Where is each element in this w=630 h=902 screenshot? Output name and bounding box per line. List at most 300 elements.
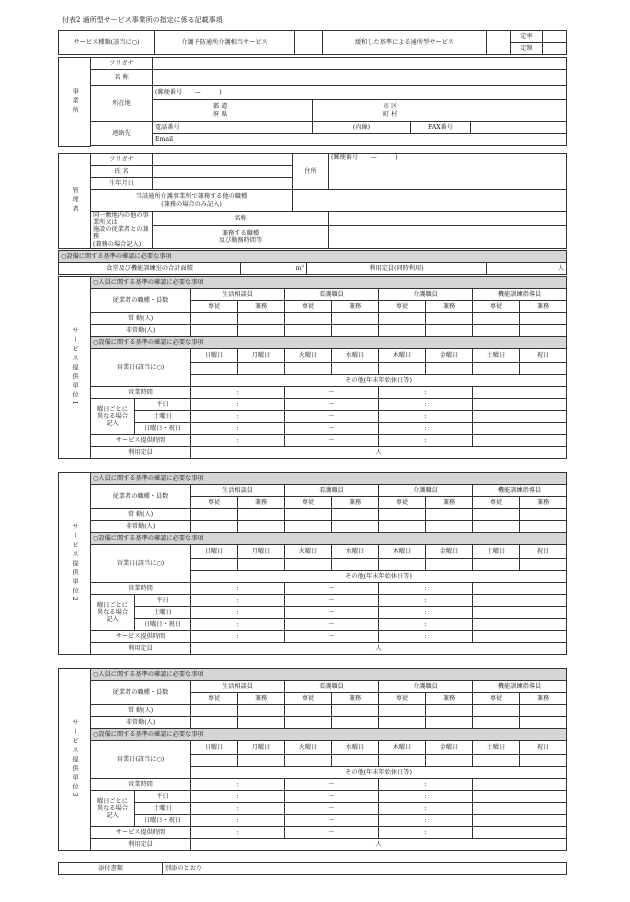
day-2: 火曜日 xyxy=(285,741,332,755)
service-unit-2 xyxy=(58,472,567,655)
office-name-label: 名 称 xyxy=(91,70,153,86)
manager-other-job-field[interactable] xyxy=(293,190,567,212)
jokin-field[interactable] xyxy=(473,313,520,325)
tilde: ～ xyxy=(285,423,379,435)
jokin-field[interactable] xyxy=(473,509,520,521)
office-section: 事業所 xyxy=(59,58,91,147)
tilde: ～ xyxy=(285,619,379,631)
time-blank[interactable] xyxy=(473,583,567,595)
site-name-label: 名称 xyxy=(153,212,329,226)
hijokin-label: 非常勤(人) xyxy=(91,717,191,729)
hijokin-field[interactable] xyxy=(426,521,473,533)
end-colon[interactable]: : xyxy=(379,423,473,435)
manager-other-site-label: 同一敷地内の他の事業所又は 施設の従業者との兼務 (兼務の場合記入) xyxy=(91,212,153,249)
ken-label: 兼務 xyxy=(238,301,285,313)
time-blank[interactable] xyxy=(473,399,567,411)
role-3: 機能訓練指導員 xyxy=(473,485,567,497)
day-2: 火曜日 xyxy=(285,545,332,559)
ken-label: 兼務 xyxy=(520,693,567,705)
days-label: 営業日(該当に○) xyxy=(91,741,191,779)
hijokin-field[interactable] xyxy=(285,325,332,337)
jokin-field[interactable] xyxy=(191,313,238,325)
time-blank[interactable] xyxy=(473,827,567,839)
sunhol-label: 日曜日・祝日 xyxy=(135,815,191,827)
end-colon[interactable]: : xyxy=(379,387,473,399)
hijokin-field[interactable] xyxy=(191,521,238,533)
hijokin-field[interactable] xyxy=(473,521,520,533)
hijokin-field[interactable] xyxy=(285,521,332,533)
hijokin-field[interactable] xyxy=(379,325,426,337)
office-tel[interactable]: 電話番号 xyxy=(153,122,313,134)
equip-section: ○設備に関する基準の確認に必要な事項 xyxy=(91,729,567,741)
equip-section: ○設備に関する基準の確認に必要な事項 xyxy=(91,533,567,545)
unit-capacity-label: 利用定員 xyxy=(91,839,191,851)
hijokin-label: 非常勤(人) xyxy=(91,521,191,533)
role-0: 生活相談員 xyxy=(191,289,285,301)
manager-birth-label: 生年月日 xyxy=(91,178,153,190)
staff-section: ○人員に関する基準の確認に必要な事項 xyxy=(91,669,567,681)
hijokin-field[interactable] xyxy=(191,717,238,729)
jokin-field[interactable] xyxy=(332,705,379,717)
tilde: ～ xyxy=(285,411,379,423)
day-check[interactable] xyxy=(473,559,520,571)
site-name-field[interactable] xyxy=(329,212,567,226)
hijokin-label: 非常勤(人) xyxy=(91,325,191,337)
people-unit: 人 xyxy=(557,264,565,272)
hijokin-field[interactable] xyxy=(238,717,285,729)
day-check[interactable] xyxy=(473,363,520,375)
day-4: 木曜日 xyxy=(379,545,426,559)
time-blank[interactable] xyxy=(473,595,567,607)
facility-area-field[interactable] xyxy=(241,263,307,275)
day-7: 祝日 xyxy=(520,545,567,559)
sat-label: 土曜日 xyxy=(135,411,191,423)
day-6: 土曜日 xyxy=(473,741,520,755)
start-colon[interactable]: : xyxy=(191,631,285,643)
start-colon[interactable]: : xyxy=(191,791,285,803)
time-blank[interactable] xyxy=(473,815,567,827)
jokin-field[interactable] xyxy=(520,313,567,325)
service-type-2-check[interactable] xyxy=(487,31,511,55)
jokin-field[interactable] xyxy=(238,313,285,325)
time-blank[interactable] xyxy=(473,619,567,631)
office-furigana-label: フリガナ xyxy=(91,58,153,70)
office-email[interactable]: Email xyxy=(153,134,567,146)
manager-furigana-label: フリガナ xyxy=(91,154,153,166)
role-0: 生活相談員 xyxy=(191,681,285,693)
day-1: 月曜日 xyxy=(238,741,285,755)
day-check[interactable] xyxy=(520,363,567,375)
jokin-field[interactable] xyxy=(426,313,473,325)
day-1: 月曜日 xyxy=(238,349,285,363)
jokin-field[interactable] xyxy=(285,313,332,325)
weekday-label: 平日 xyxy=(135,399,191,411)
ken-label: 兼務 xyxy=(332,497,379,509)
day-check[interactable] xyxy=(426,559,473,571)
day-check[interactable] xyxy=(379,363,426,375)
sat-label: 土曜日 xyxy=(135,803,191,815)
office-name-field[interactable] xyxy=(153,70,567,86)
end-colon[interactable]: : xyxy=(379,631,473,643)
day-check[interactable] xyxy=(473,755,520,767)
office-furigana-field[interactable] xyxy=(153,58,567,70)
role-0: 生活相談員 xyxy=(191,485,285,497)
ken-label: 兼務 xyxy=(520,497,567,509)
teigaku-label: 定額 xyxy=(511,43,543,55)
time-blank[interactable] xyxy=(473,779,567,791)
hijokin-field[interactable] xyxy=(379,717,426,729)
sunhol-label: 日曜日・祝日 xyxy=(135,619,191,631)
hijokin-field[interactable] xyxy=(285,717,332,729)
start-colon[interactable]: : xyxy=(191,779,285,791)
office-fax-field[interactable] xyxy=(471,122,567,134)
end-colon[interactable]: : xyxy=(379,435,473,447)
day-check[interactable] xyxy=(520,755,567,767)
time-blank[interactable] xyxy=(473,791,567,803)
tilde: ～ xyxy=(285,791,379,803)
manager-section: 管理者 xyxy=(59,154,91,249)
jokin-field[interactable] xyxy=(473,705,520,717)
day-check[interactable] xyxy=(379,755,426,767)
attach-label: 添付書類 xyxy=(59,863,163,875)
tilde: ～ xyxy=(285,387,379,399)
service-unit-1 xyxy=(58,276,567,459)
byday-label: 曜日ごとに 異なる場合 記入 xyxy=(91,595,135,631)
start-colon[interactable]: : xyxy=(191,803,285,815)
site-job-label: 兼務する職種 及び勤務時間等 xyxy=(153,225,329,248)
start-colon[interactable]: : xyxy=(191,607,285,619)
end-colon[interactable]: : xyxy=(379,583,473,595)
jokin-field[interactable] xyxy=(238,509,285,521)
ken-label: 兼務 xyxy=(332,693,379,705)
day-check[interactable] xyxy=(191,755,238,767)
days-label: 営業日(該当に○) xyxy=(91,349,191,387)
jokin-field[interactable] xyxy=(191,509,238,521)
tilde: ～ xyxy=(285,583,379,595)
service-type-table xyxy=(58,30,567,55)
office-postal[interactable]: (郵便番号 — ) xyxy=(153,86,567,100)
other-days[interactable]: その他(年末年始休日等) xyxy=(191,571,567,583)
office-table xyxy=(58,57,567,147)
day-check[interactable] xyxy=(520,559,567,571)
manager-furigana-field[interactable] xyxy=(153,154,293,166)
service-hours-label: サービス提供時間 xyxy=(91,435,191,447)
start-colon[interactable]: : xyxy=(191,435,285,447)
day-2: 火曜日 xyxy=(285,349,332,363)
byday-label: 曜日ごとに 異なる場合 記入 xyxy=(91,791,135,827)
jokin-field[interactable] xyxy=(379,313,426,325)
jokin-field[interactable] xyxy=(520,509,567,521)
hours-label: 営業時間 xyxy=(91,779,191,791)
site-job-field[interactable] xyxy=(329,225,567,248)
hijokin-field[interactable] xyxy=(191,325,238,337)
manager-other-job-label: 当該通所介護事業所で兼務する他の職種 (兼務の場合のみ記入) xyxy=(91,190,293,212)
day-check[interactable] xyxy=(426,755,473,767)
day-6: 土曜日 xyxy=(473,349,520,363)
tilde: ～ xyxy=(285,399,379,411)
end-colon[interactable]: : xyxy=(379,411,473,423)
unit-label: サービス提供単位1 xyxy=(59,277,91,459)
jokin-field[interactable] xyxy=(379,509,426,521)
facility-area-label: 食堂及び機能訓練室の合計面積 xyxy=(59,263,241,275)
hijokin-field[interactable] xyxy=(520,717,567,729)
service-type-2: 緩和した基準による通所型サービス xyxy=(323,31,487,55)
other-days[interactable]: その他(年末年始休日等) xyxy=(191,375,567,387)
tilde: ～ xyxy=(285,815,379,827)
jokin-field[interactable] xyxy=(332,313,379,325)
role-2: 介護職員 xyxy=(379,289,473,301)
facility-section: ○設備に関する基準の確認に必要な事項 xyxy=(59,251,567,263)
weekday-label: 平日 xyxy=(135,595,191,607)
service-type-1: 介護予防通所介護相当サービス xyxy=(155,31,295,55)
office-fax-label: FAX番号 xyxy=(411,122,471,134)
service-type-1-check[interactable] xyxy=(295,31,323,55)
sen-label: 専従 xyxy=(191,301,238,313)
jokin-label: 常 勤(人) xyxy=(91,509,191,521)
unit-capacity-field[interactable]: 人 xyxy=(191,839,567,851)
role-1: 看護職員 xyxy=(285,485,379,497)
jokin-field[interactable] xyxy=(379,705,426,717)
start-colon[interactable]: : xyxy=(191,399,285,411)
sen-label: 専従 xyxy=(379,693,426,705)
end-colon[interactable]: : xyxy=(379,619,473,631)
unit-label: サービス提供単位3 xyxy=(59,669,91,851)
time-blank[interactable] xyxy=(473,411,567,423)
role-2: 介護職員 xyxy=(379,681,473,693)
sen-label: 専従 xyxy=(473,693,520,705)
start-colon[interactable]: : xyxy=(191,583,285,595)
ken-label: 兼務 xyxy=(426,693,473,705)
start-colon[interactable]: : xyxy=(191,815,285,827)
fuken-label: 府 県 xyxy=(213,110,228,118)
office-contact-label: 連絡先 xyxy=(91,122,153,146)
start-colon[interactable]: : xyxy=(191,387,285,399)
facility-capacity-label: 利用定員(同時利用) xyxy=(307,263,487,275)
staff-label: 従業者の職種・員数 xyxy=(91,681,191,705)
role-3: 機能訓練指導員 xyxy=(473,681,567,693)
role-2: 介護職員 xyxy=(379,485,473,497)
facility-capacity-field[interactable] xyxy=(487,263,567,275)
hijokin-field[interactable] xyxy=(332,521,379,533)
chouson-label: 町 村 xyxy=(383,110,398,118)
manager-address-label: 住所 xyxy=(293,154,329,190)
start-colon[interactable]: : xyxy=(191,411,285,423)
days-label: 営業日(該当に○) xyxy=(91,545,191,583)
day-5: 金曜日 xyxy=(426,741,473,755)
end-colon[interactable]: : xyxy=(379,827,473,839)
day-0: 日曜日 xyxy=(191,741,238,755)
tilde: ～ xyxy=(285,803,379,815)
todo-label: 都 道 xyxy=(213,103,228,111)
hijokin-field[interactable] xyxy=(426,325,473,337)
time-blank[interactable] xyxy=(473,387,567,399)
weekday-label: 平日 xyxy=(135,791,191,803)
office-shikuchouson xyxy=(313,100,567,122)
unit-capacity-label: 利用定員 xyxy=(91,643,191,655)
service-hours-label: サービス提供時間 xyxy=(91,827,191,839)
service-unit-3 xyxy=(58,668,567,851)
jokin-field[interactable] xyxy=(285,705,332,717)
end-colon[interactable]: : xyxy=(379,607,473,619)
unit-capacity-label: 利用定員 xyxy=(91,447,191,459)
day-check[interactable] xyxy=(379,559,426,571)
other-days[interactable]: その他(年末年始休日等) xyxy=(191,767,567,779)
jokin-field[interactable] xyxy=(191,705,238,717)
role-1: 看護職員 xyxy=(285,681,379,693)
teiritsu-check[interactable] xyxy=(543,31,567,43)
day-3: 水曜日 xyxy=(332,741,379,755)
tilde: ～ xyxy=(285,631,379,643)
time-blank[interactable] xyxy=(473,435,567,447)
sen-label: 専従 xyxy=(285,693,332,705)
staff-label: 従業者の職種・員数 xyxy=(91,485,191,509)
jokin-field[interactable] xyxy=(285,509,332,521)
hijokin-field[interactable] xyxy=(379,521,426,533)
ken-label: 兼務 xyxy=(332,301,379,313)
spacer xyxy=(91,146,567,147)
day-7: 祝日 xyxy=(520,349,567,363)
end-colon[interactable]: : xyxy=(379,815,473,827)
sen-label: 専従 xyxy=(379,497,426,509)
staff-section: ○人員に関する基準の確認に必要な事項 xyxy=(91,473,567,485)
ken-label: 兼務 xyxy=(426,301,473,313)
start-colon[interactable]: : xyxy=(191,619,285,631)
manager-table xyxy=(58,153,567,249)
jokin-field[interactable] xyxy=(332,509,379,521)
hijokin-field[interactable] xyxy=(332,325,379,337)
end-colon[interactable]: : xyxy=(379,791,473,803)
hijokin-field[interactable] xyxy=(426,717,473,729)
sen-label: 専従 xyxy=(285,301,332,313)
day-check[interactable] xyxy=(426,363,473,375)
day-0: 日曜日 xyxy=(191,545,238,559)
start-colon[interactable]: : xyxy=(191,827,285,839)
end-colon[interactable]: : xyxy=(379,803,473,815)
jokin-label: 常 勤(人) xyxy=(91,705,191,717)
jokin-field[interactable] xyxy=(520,705,567,717)
sen-label: 専従 xyxy=(379,301,426,313)
ken-label: 兼務 xyxy=(238,497,285,509)
sen-label: 専従 xyxy=(473,497,520,509)
day-4: 木曜日 xyxy=(379,349,426,363)
hijokin-field[interactable] xyxy=(238,325,285,337)
day-check[interactable] xyxy=(238,755,285,767)
office-todofuken xyxy=(153,100,313,122)
end-colon[interactable]: : xyxy=(379,779,473,791)
tilde: ～ xyxy=(285,435,379,447)
time-blank[interactable] xyxy=(473,631,567,643)
end-colon[interactable]: : xyxy=(379,399,473,411)
sat-label: 土曜日 xyxy=(135,607,191,619)
day-check[interactable] xyxy=(332,559,379,571)
tilde: ～ xyxy=(285,607,379,619)
tilde: ～ xyxy=(285,827,379,839)
attach-table xyxy=(58,862,567,875)
manager-name-field[interactable] xyxy=(153,166,293,178)
time-blank[interactable] xyxy=(473,607,567,619)
day-3: 水曜日 xyxy=(332,349,379,363)
office-naisen[interactable]: (内線) xyxy=(313,122,411,134)
hours-label: 営業時間 xyxy=(91,583,191,595)
sen-label: 専従 xyxy=(191,497,238,509)
day-4: 木曜日 xyxy=(379,741,426,755)
m2-sup: 2 xyxy=(301,263,304,269)
day-check[interactable] xyxy=(285,559,332,571)
hijokin-field[interactable] xyxy=(520,325,567,337)
jokin-field[interactable] xyxy=(426,509,473,521)
end-colon[interactable]: : xyxy=(379,595,473,607)
time-blank[interactable] xyxy=(473,423,567,435)
hijokin-field[interactable] xyxy=(520,521,567,533)
day-check[interactable] xyxy=(285,755,332,767)
start-colon[interactable]: : xyxy=(191,595,285,607)
day-check[interactable] xyxy=(238,363,285,375)
service-hours-label: サービス提供時間 xyxy=(91,631,191,643)
day-check[interactable] xyxy=(191,363,238,375)
attach-value[interactable]: 別添のとおり xyxy=(163,863,567,875)
start-colon[interactable]: : xyxy=(191,423,285,435)
ken-label: 兼務 xyxy=(520,301,567,313)
jokin-field[interactable] xyxy=(426,705,473,717)
day-check[interactable] xyxy=(191,559,238,571)
unit-label: サービス提供単位2 xyxy=(59,473,91,655)
staff-label: 従業者の職種・員数 xyxy=(91,289,191,313)
ken-label: 兼務 xyxy=(238,693,285,705)
manager-birth-field[interactable] xyxy=(153,178,293,190)
day-check[interactable] xyxy=(285,363,332,375)
hijokin-field[interactable] xyxy=(238,521,285,533)
manager-name-label: 氏 名 xyxy=(91,166,153,178)
day-7: 祝日 xyxy=(520,741,567,755)
role-3: 機能訓練指導員 xyxy=(473,289,567,301)
teigaku-check[interactable] xyxy=(543,43,567,55)
office-location-label: 所在地 xyxy=(91,86,153,122)
sen-label: 専従 xyxy=(285,497,332,509)
hijokin-field[interactable] xyxy=(332,717,379,729)
day-check[interactable] xyxy=(332,755,379,767)
ken-label: 兼務 xyxy=(426,497,473,509)
tilde: ～ xyxy=(285,595,379,607)
byday-label: 曜日ごとに 異なる場合 記入 xyxy=(91,399,135,435)
day-check[interactable] xyxy=(238,559,285,571)
day-0: 日曜日 xyxy=(191,349,238,363)
hijokin-field[interactable] xyxy=(473,717,520,729)
service-type-label: サービス種類(該当に○) xyxy=(59,31,155,55)
sen-label: 専従 xyxy=(191,693,238,705)
unit-capacity-field[interactable]: 人 xyxy=(191,447,567,459)
day-1: 月曜日 xyxy=(238,545,285,559)
jokin-field[interactable] xyxy=(238,705,285,717)
sunhol-label: 日曜日・祝日 xyxy=(135,423,191,435)
hijokin-field[interactable] xyxy=(473,325,520,337)
time-blank[interactable] xyxy=(473,803,567,815)
day-5: 金曜日 xyxy=(426,545,473,559)
hours-label: 営業時間 xyxy=(91,387,191,399)
day-5: 金曜日 xyxy=(426,349,473,363)
day-6: 土曜日 xyxy=(473,545,520,559)
day-check[interactable] xyxy=(332,363,379,375)
form-title: 付表2 通所型サービス事業所の指定に係る記載事項 xyxy=(62,16,223,24)
facility-table xyxy=(58,250,567,275)
tilde: ～ xyxy=(285,779,379,791)
teiritsu-label: 定率 xyxy=(511,31,543,43)
shiku-label: 市 区 xyxy=(383,103,398,111)
manager-postal[interactable]: (郵便番号 — ) xyxy=(329,154,567,190)
day-3: 水曜日 xyxy=(332,545,379,559)
sen-label: 専従 xyxy=(473,301,520,313)
staff-section: ○人員に関する基準の確認に必要な事項 xyxy=(91,277,567,289)
unit-capacity-field[interactable]: 人 xyxy=(191,643,567,655)
